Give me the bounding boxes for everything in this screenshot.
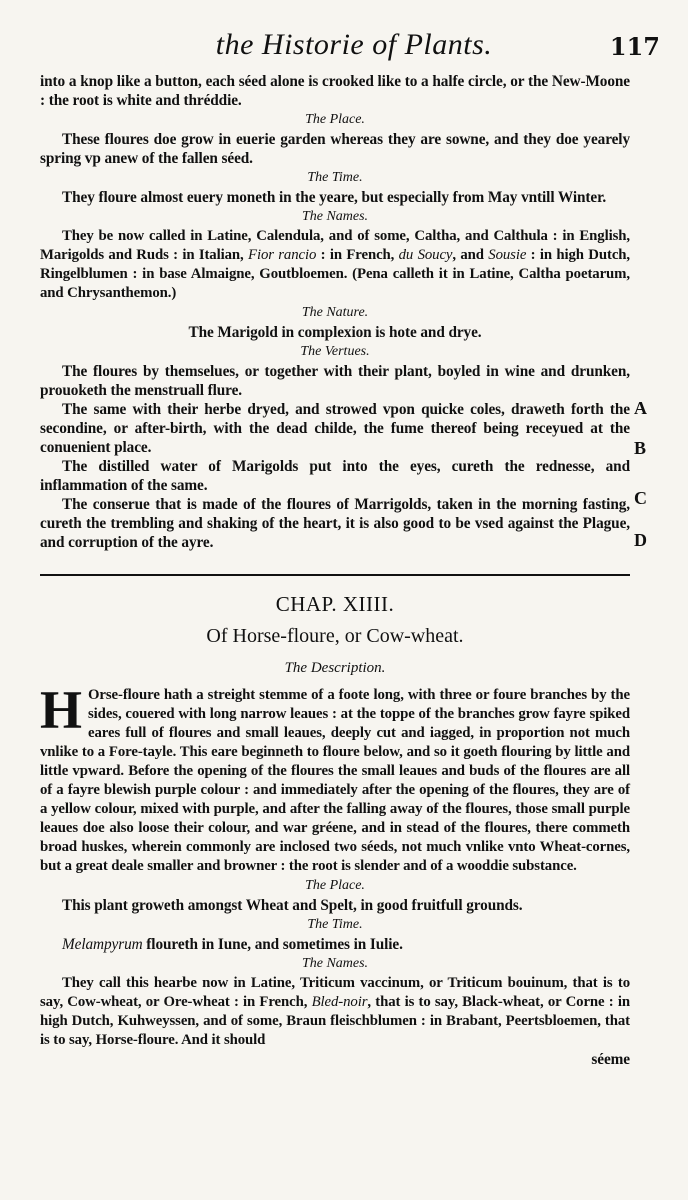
names-part-3: , and	[452, 247, 489, 263]
horse-floure-place-text: This plant groweth amongst Wheat and Spelt, in good fruitfull grounds.	[62, 897, 523, 914]
names-italic-2: du Soucy	[398, 247, 453, 263]
horse-floure-names-text	[40, 974, 630, 1050]
running-title: the Historie of Plants.	[215, 28, 493, 61]
marigold-vertues-heading: The Vertues.	[300, 344, 370, 359]
names-part-2: : in French,	[316, 247, 399, 263]
catchword: séeme	[591, 1051, 630, 1068]
margin-letter-c: C	[634, 488, 647, 508]
page-body	[40, 72, 630, 1069]
running-head	[40, 28, 668, 72]
page-number: 117	[609, 32, 660, 61]
marigold-place-text: These floures doe grow in euerie garden whereas they are sowne, and they doe yearely spring vp anew of the fallen séed.	[40, 131, 630, 167]
horse-floure-time-heading: The Time.	[307, 917, 363, 932]
chapter-title: Of Horse-floure, or Cow-wheat.	[206, 625, 464, 647]
horse-floure-names-heading: The Names.	[301, 956, 369, 971]
names-italic-1: Fior rancio	[248, 247, 317, 263]
marigold-nature-text: The Marigold in complexion is hote and drye.	[188, 324, 482, 341]
names-part-4: : in high Dutch, Ringelblumen : in base Almaigne, Goutbloemen. (Pena calleth it in Latine, Caltha poetarum, and Chrysanthemon.)	[40, 247, 631, 301]
margin-letter-d: D	[634, 530, 647, 550]
description-heading: The Description.	[284, 660, 386, 676]
description-block	[40, 680, 630, 876]
names-part-1: They be now called in Latine, Calendula, and of some, Caltha, and Calthula : in English, Marigolds and Ruds : in Italian,	[40, 228, 630, 263]
marigold-intro-continuation: into a knop like a button, each séed alone is crooked like to a halfe circle, or the New-Moone : the root is white and thréddie.	[40, 73, 630, 109]
description-text: Orse-floure hath a streight stemme of a foote long, with three or foure branches by the sides, couered with long narrow leaues : at the toppe of the branches grow fayre spiked eares full of floures and small leaues, deeply cut and iagged, in proportion not much vnlike to a Fore-tayle. This eare beginneth to floure below, and so it goeth flouring by little and little vpward. Before the opening of the floures the small leaues and buds of the floures are all of a fayre blewish purple colour : and immediately after the opening of the floures, they are of a yellow colour, mixed with purple, and after the falling away of the floures, those small purple leaues doe also loose their colour, and war gréene, and in stead of the floures, there commeth broad huskes, wherein commonly are inclosed two séeds, not much vnlike vnto Wheat-cornes, but a great deale smaller and browner : the root is slender and of a wooddie substance.	[40, 687, 630, 874]
names-italic-3: Sousie	[488, 247, 527, 263]
time-rest: floureth in Iune, and sometimes in Iulie.	[142, 936, 403, 953]
marigold-names-heading: The Names.	[301, 209, 369, 224]
time-italic: Melampyrum	[62, 936, 143, 953]
marigold-vertue-c: The distilled water of Marigolds put into the eyes, cureth the rednesse, and inflammation of the same.	[40, 458, 630, 494]
marigold-vertue-a: The floures by themselues, or together with their plant, boyled in wine and drunken, prouoketh the menstruall flure.	[40, 363, 630, 399]
margin-letter-a: A	[634, 398, 647, 418]
chapter-divider-rule	[40, 574, 630, 576]
marigold-place-heading: The Place.	[305, 112, 365, 127]
drop-cap: H	[40, 680, 83, 740]
hf-names-part-1: They call this hearbe now in Latine, Triticum vaccinum, or Triticum bouinum, that is to say, Cow-wheat, or Ore-wheat : in French,	[40, 975, 630, 1010]
chapter-number: CHAP. XIIII.	[275, 592, 395, 616]
hf-names-italic-1: Bled-noir	[311, 994, 368, 1010]
marigold-time-text: They floure almost euery moneth in the yeare, but especially from May vntill Winter.	[62, 189, 607, 206]
horse-floure-place-heading: The Place.	[305, 878, 365, 893]
marigold-vertue-b: The same with their herbe dryed, and strowed vpon quicke coles, draweth forth the secondine, or after-birth, with the dead childe, the fume thereof being receyued at the conuenient place.	[40, 401, 630, 456]
horse-floure-time-text	[40, 935, 630, 954]
marigold-time-heading: The Time.	[307, 170, 363, 185]
marigold-nature-heading: The Nature.	[301, 305, 369, 320]
hf-names-part-2: , that is to say, Black-wheat, or Corne : in high Dutch, Kuhweyssen, and of some, Braun fleischblumen : in Brabant, Peertsbloemen, that is to say, Horse-floure. And it should	[40, 994, 630, 1048]
margin-letter-b: B	[634, 438, 647, 458]
marigold-vertue-d: The conserue that is made of the floures of Marrigolds, taken in the morning fasting, cureth the trembling and shaking of the heart, it is also good to be vsed against the Plague, and corruption of the ayre.	[40, 496, 630, 551]
marigold-names-text	[40, 227, 630, 303]
